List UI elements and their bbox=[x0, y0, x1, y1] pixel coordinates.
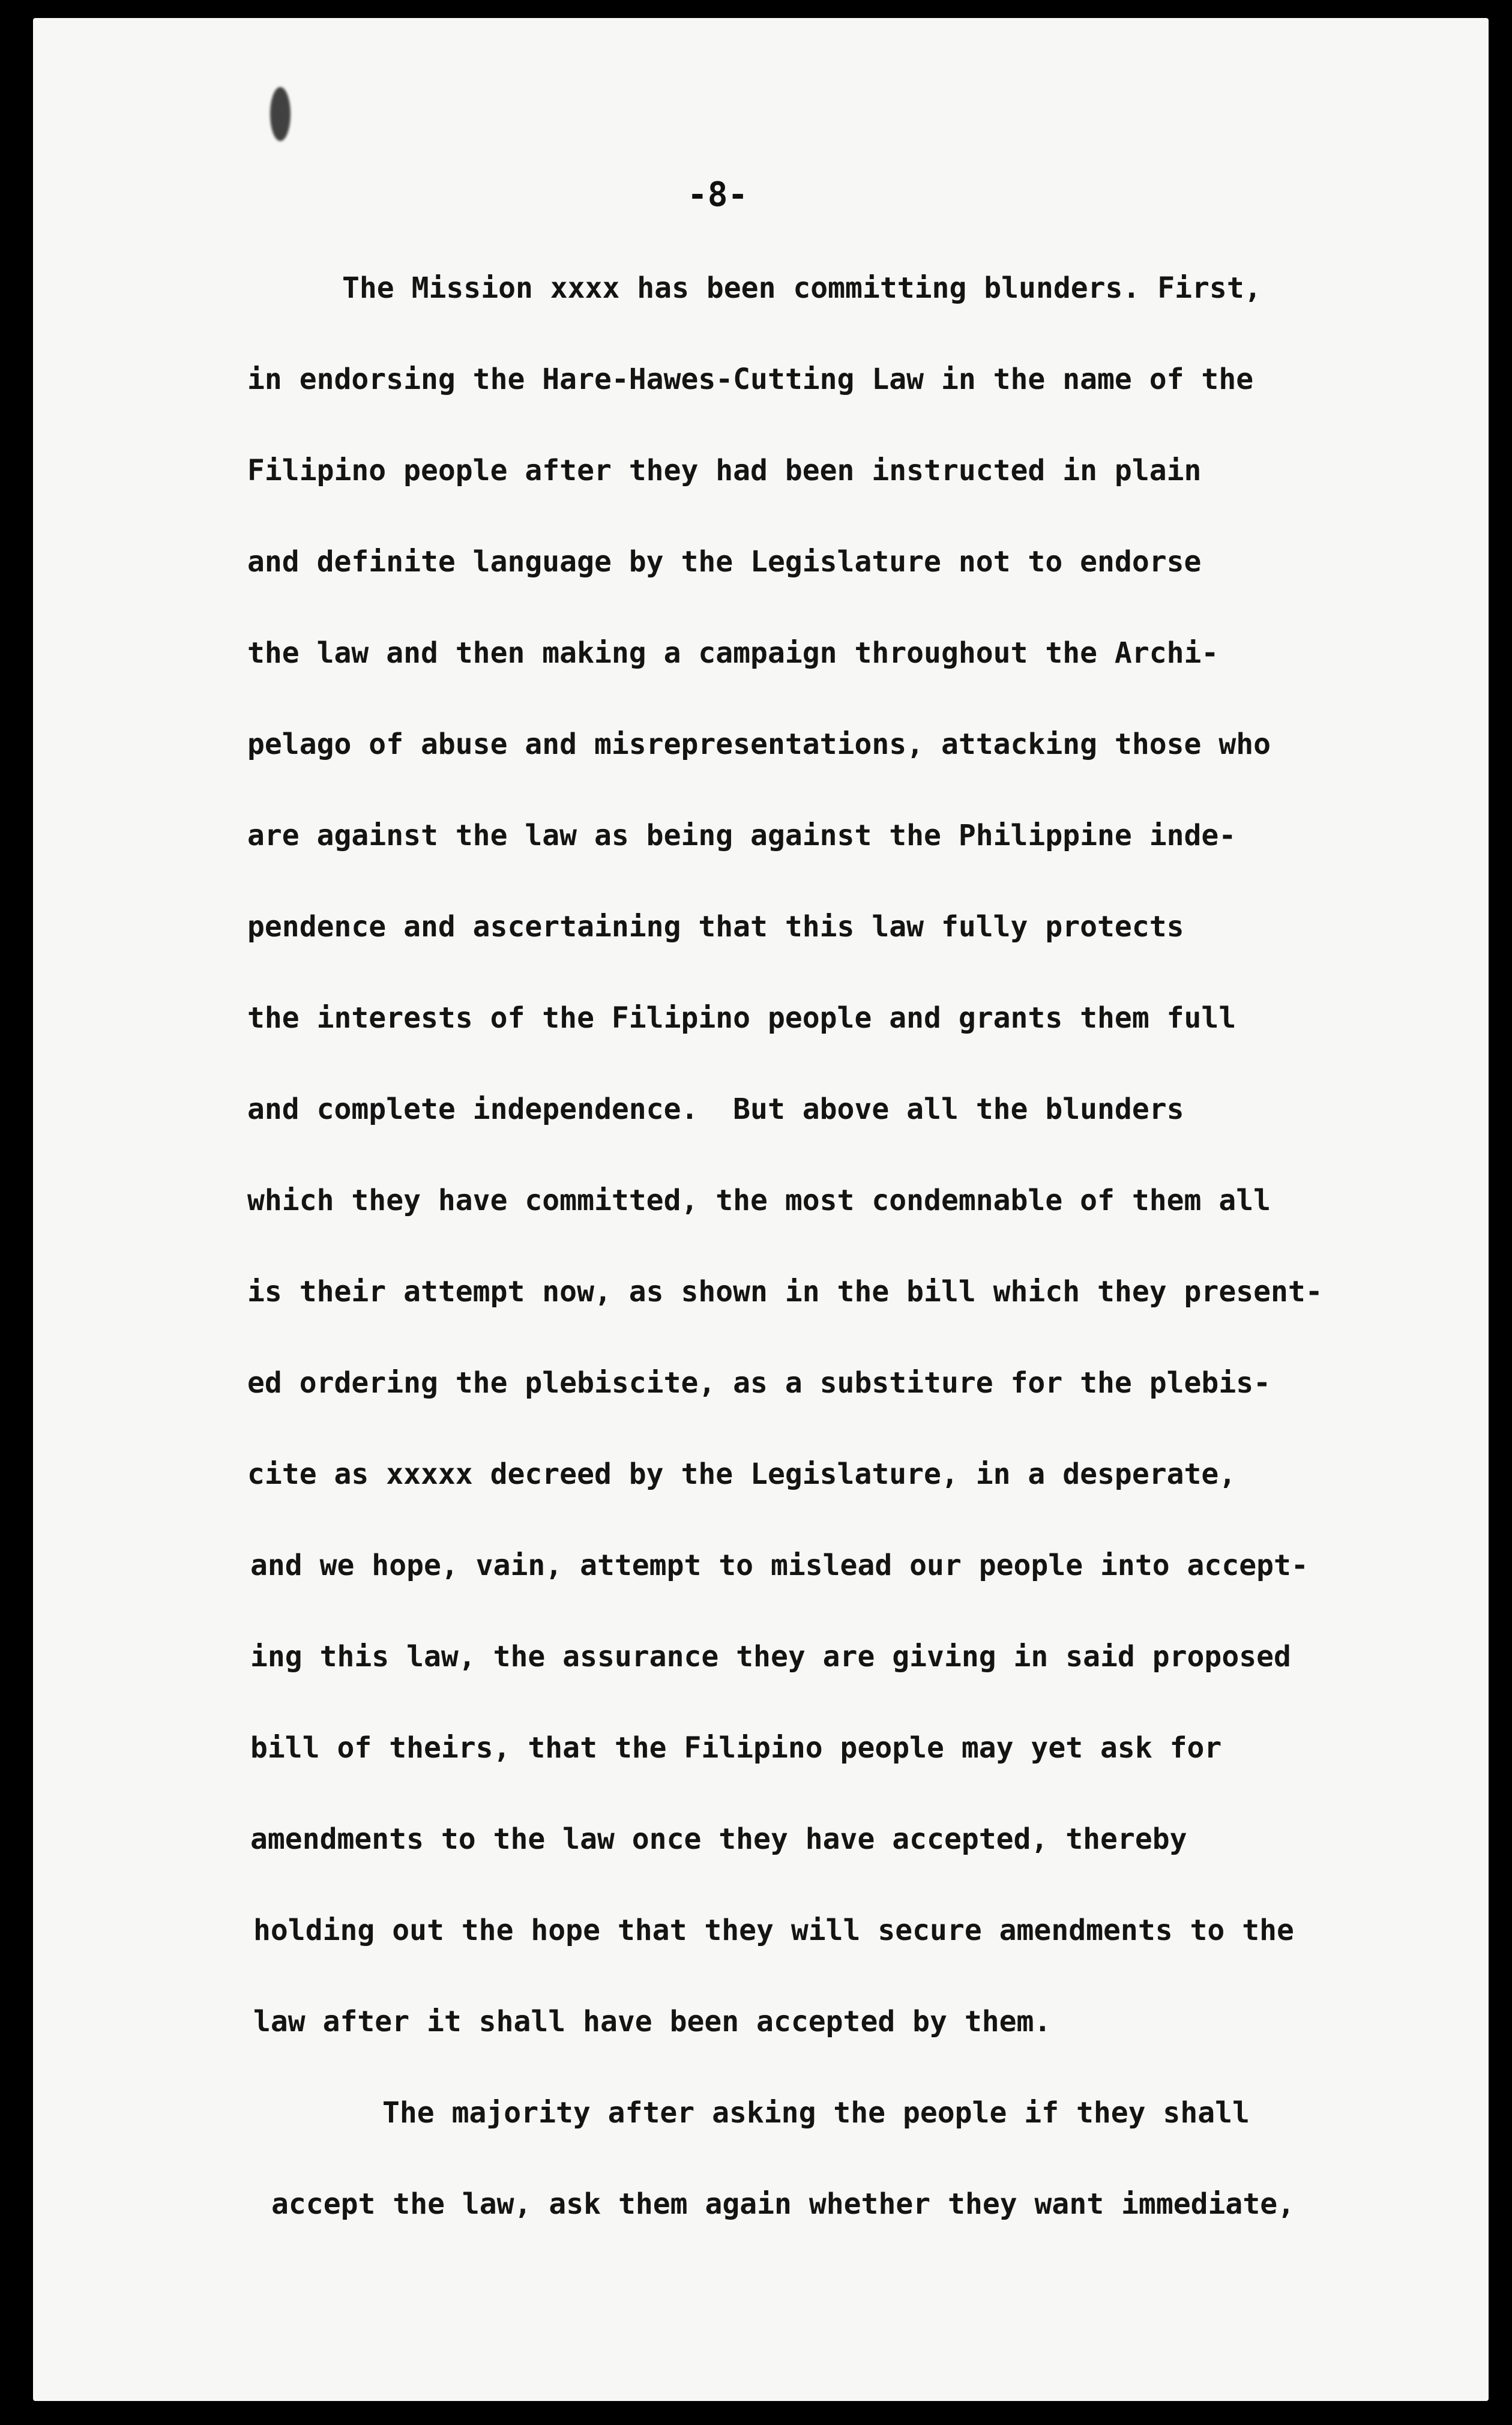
document-page bbox=[33, 18, 1489, 2401]
text-line-18: amendments to the law once they have accepted, thereby bbox=[250, 1822, 1187, 1856]
text-line-21: The majority after asking the people if they shall bbox=[382, 2096, 1250, 2130]
text-line-9: the interests of the Filipino people and grants them full bbox=[247, 1001, 1236, 1035]
text-line-12: is their attempt now, as shown in the bill which they present- bbox=[247, 1275, 1323, 1309]
text-line-15: and we hope, vain, attempt to mislead our people into accept- bbox=[250, 1549, 1309, 1582]
text-line-17: bill of theirs, that the Filipino people may yet ask for bbox=[250, 1731, 1222, 1765]
text-line-2: in endorsing the Hare-Hawes-Cutting Law in the name of the bbox=[247, 363, 1254, 396]
text-line-11: which they have committed, the most condemnable of them all bbox=[247, 1184, 1271, 1217]
text-line-10: and complete independence. But above all the blunders bbox=[247, 1092, 1184, 1126]
text-line-4: and definite language by the Legislature not to endorse bbox=[247, 545, 1202, 579]
text-line-1: The Mission xxxx has been committing blunders. First, bbox=[342, 271, 1262, 305]
text-line-20: law after it shall have been accepted by them. bbox=[253, 2005, 1052, 2038]
page-number: -8- bbox=[687, 175, 748, 214]
text-line-6: pelago of abuse and misrepresentations, attacking those who bbox=[247, 728, 1271, 761]
ink-smudge bbox=[270, 87, 291, 141]
text-line-7: are against the law as being against the Philippine inde- bbox=[247, 819, 1236, 852]
text-line-3: Filipino people after they had been instructed in plain bbox=[247, 454, 1202, 487]
text-line-13: ed ordering the plebiscite, as a substiture for the plebis- bbox=[247, 1366, 1271, 1400]
text-line-5: the law and then making a campaign throughout the Archi- bbox=[247, 636, 1219, 670]
text-line-8: pendence and ascertaining that this law fully protects bbox=[247, 910, 1184, 944]
text-line-16: ing this law, the assurance they are giving in said proposed bbox=[250, 1640, 1291, 1673]
text-line-22: accept the law, ask them again whether they want immediate, bbox=[271, 2187, 1295, 2221]
text-line-19: holding out the hope that they will secure amendments to the bbox=[253, 1914, 1294, 1947]
text-line-14: cite as xxxxx decreed by the Legislature, in a desperate, bbox=[247, 1457, 1236, 1491]
